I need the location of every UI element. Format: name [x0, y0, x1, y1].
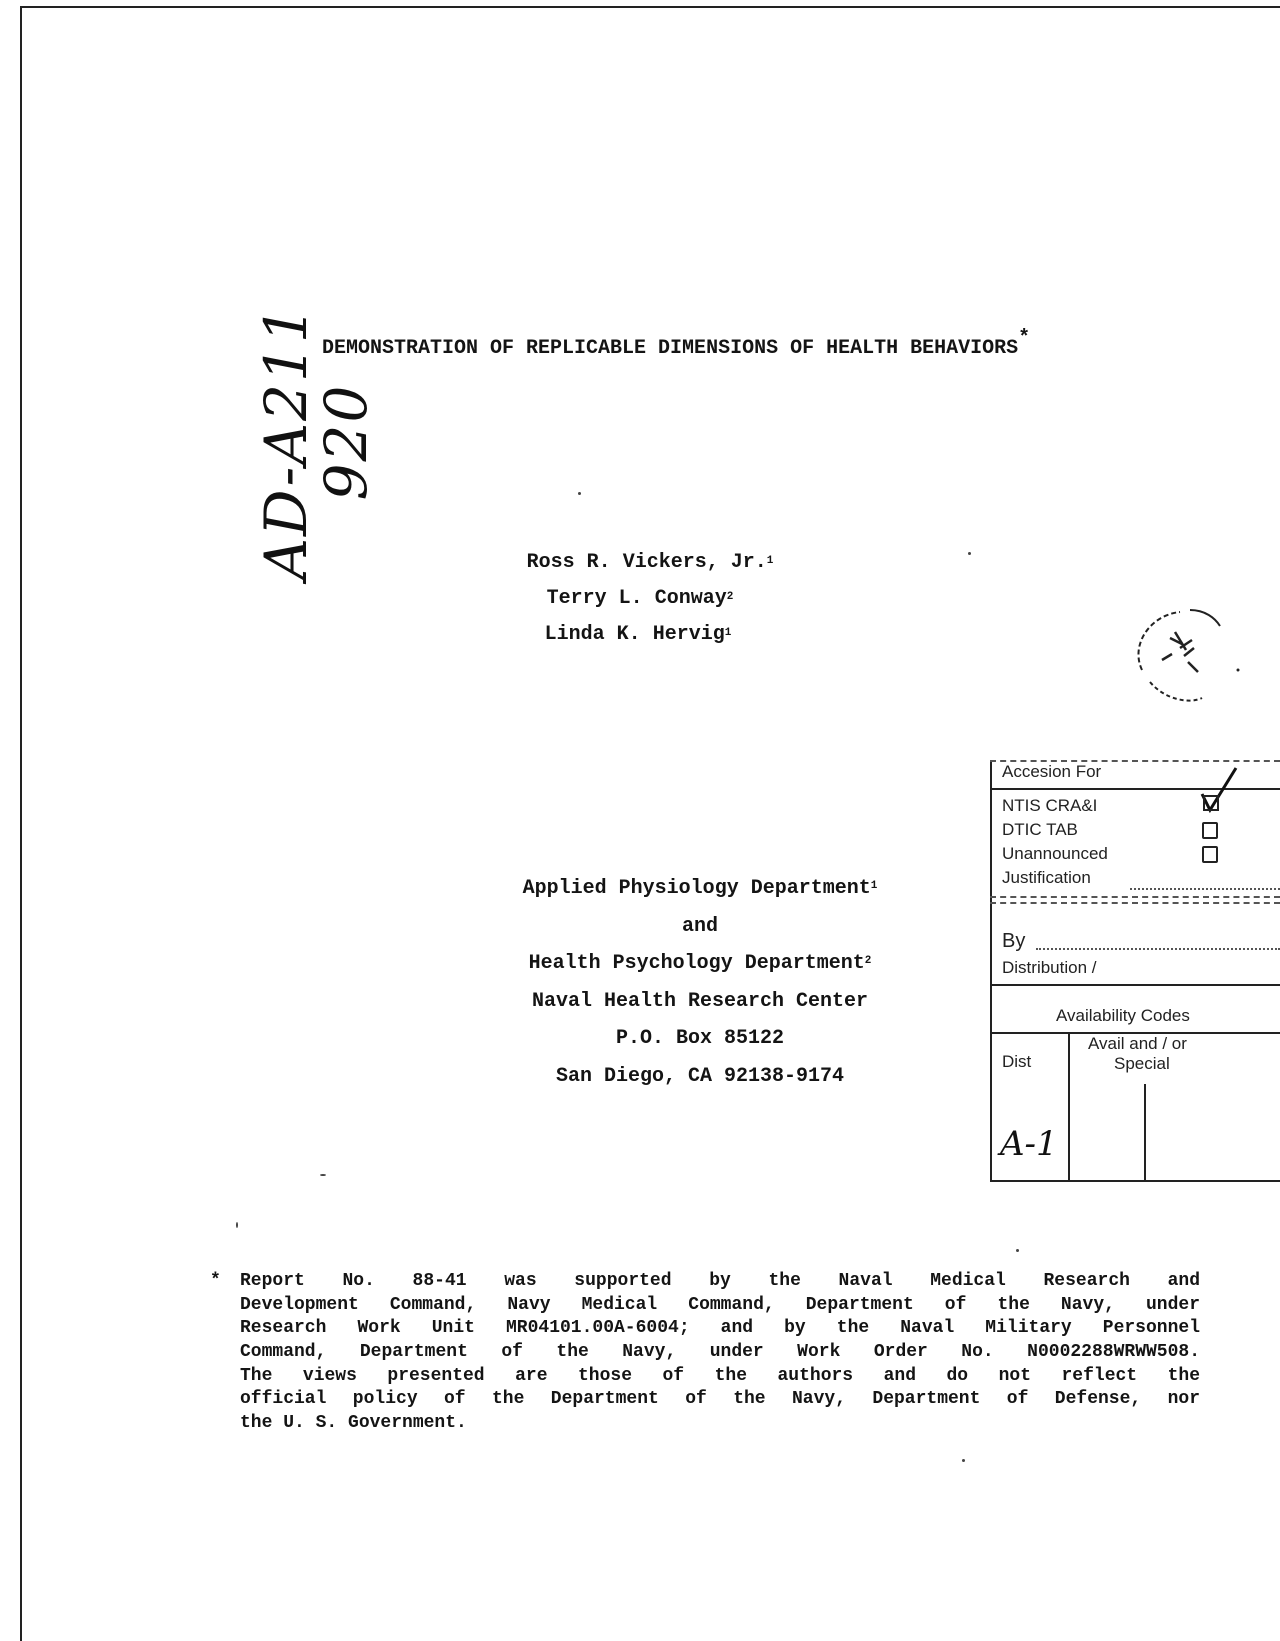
affiliation-city: San Diego, CA 92138-9174	[555, 1064, 845, 1088]
affiliation-dept-2	[450, 945, 950, 983]
author-item	[20, 545, 1280, 581]
affiliation-and: and	[681, 914, 718, 938]
affiliation-center: Naval Health Research Center	[531, 989, 869, 1013]
scan-speck	[962, 1459, 965, 1462]
footnote-line: Command, Department of the Navy, under Work Order No. N0002288WRWW508.	[240, 1342, 1200, 1363]
footnote-mark: *	[210, 1271, 221, 1291]
author-affiliation-mark: 1	[766, 555, 774, 567]
by-fill-line	[1036, 948, 1280, 950]
footnote-line: the U. S. Government.	[240, 1413, 467, 1434]
handwritten-document-id: AD-A211 920	[252, 304, 380, 580]
form-rule	[990, 984, 1280, 986]
scan-speck	[236, 1222, 238, 1228]
affiliation-dept-1-text: Applied Physiology Department	[522, 877, 871, 900]
form-column-divider	[1144, 1084, 1146, 1182]
title-text: DEMONSTRATION OF REPLICABLE DIMENSIONS OF HEALTH BEHAVIORS	[322, 337, 1019, 360]
scan-speck	[968, 552, 971, 555]
title-footnote-mark: *	[1018, 327, 1031, 350]
page-border-left	[20, 6, 22, 1641]
form-column-divider	[1068, 1034, 1070, 1182]
form-left-border	[990, 762, 992, 1182]
form-availability-codes: Availability Codes	[1056, 1006, 1190, 1025]
affiliation-mark: 1	[870, 880, 878, 892]
footnote-line: Research Work Unit MR04101.00A-6004; and by the Naval Military Personnel	[240, 1318, 1200, 1339]
affiliation-block	[450, 870, 950, 1095]
affiliation-dept-1	[450, 870, 950, 908]
affiliation-mark: 2	[864, 955, 872, 967]
form-header: Accesion For	[1002, 762, 1102, 781]
author-item	[0, 581, 1280, 617]
footnote-line: Development Command, Navy Medical Command, Department of the Navy, under	[240, 1294, 1200, 1315]
footnote	[210, 1270, 1200, 1436]
form-row-justification: Justification	[1002, 868, 1091, 887]
author-name: Linda K. Hervig	[544, 623, 725, 646]
scan-speck	[320, 1174, 326, 1176]
author-list	[0, 545, 1280, 653]
justification-fill-line	[1130, 888, 1280, 890]
checkmark-icon	[1200, 766, 1240, 816]
stamp-seal	[1120, 600, 1240, 710]
handwritten-dist-value: A-1	[1000, 1124, 1058, 1164]
document-title	[322, 327, 1031, 360]
form-dist-label: Dist	[1002, 1052, 1032, 1071]
scan-speck	[1016, 1249, 1019, 1252]
form-by-label: By	[1002, 930, 1026, 952]
form-avail-label: Avail and / or	[1088, 1034, 1187, 1053]
form-special-label: Special	[1114, 1054, 1170, 1073]
author-affiliation-mark: 1	[724, 627, 732, 639]
form-row-unannounced: Unannounced	[1002, 844, 1108, 863]
accession-for-form	[990, 752, 1280, 1182]
form-row-dtic: DTIC TAB	[1002, 820, 1078, 839]
author-affiliation-mark: 2	[726, 591, 734, 603]
dtic-tab-checkbox[interactable]	[1202, 822, 1218, 839]
form-row-ntis: NTIS CRA&I	[1002, 796, 1098, 815]
form-bottom-rule	[990, 1180, 1280, 1182]
form-rule	[990, 902, 1280, 904]
affiliation-dept-2-text: Health Psychology Department	[528, 952, 865, 975]
footnote-line: official policy of the Department of the Navy, Department of Defense, nor	[240, 1389, 1200, 1410]
affiliation-box: P.O. Box 85122	[615, 1027, 785, 1050]
author-name: Ross R. Vickers, Jr.	[526, 551, 767, 574]
footnote-line: The views presented are those of the authors and do not reflect the	[240, 1365, 1200, 1386]
scan-speck	[578, 492, 581, 495]
unannounced-checkbox[interactable]	[1202, 846, 1218, 863]
author-item	[0, 617, 1280, 653]
form-rule	[990, 896, 1280, 898]
form-distribution-label: Distribution /	[1002, 958, 1097, 977]
author-name: Terry L. Conway	[546, 587, 727, 610]
footnote-line: Report No. 88-41 was supported by the Naval Medical Research and	[240, 1271, 1200, 1291]
page-border-top	[20, 6, 1280, 8]
